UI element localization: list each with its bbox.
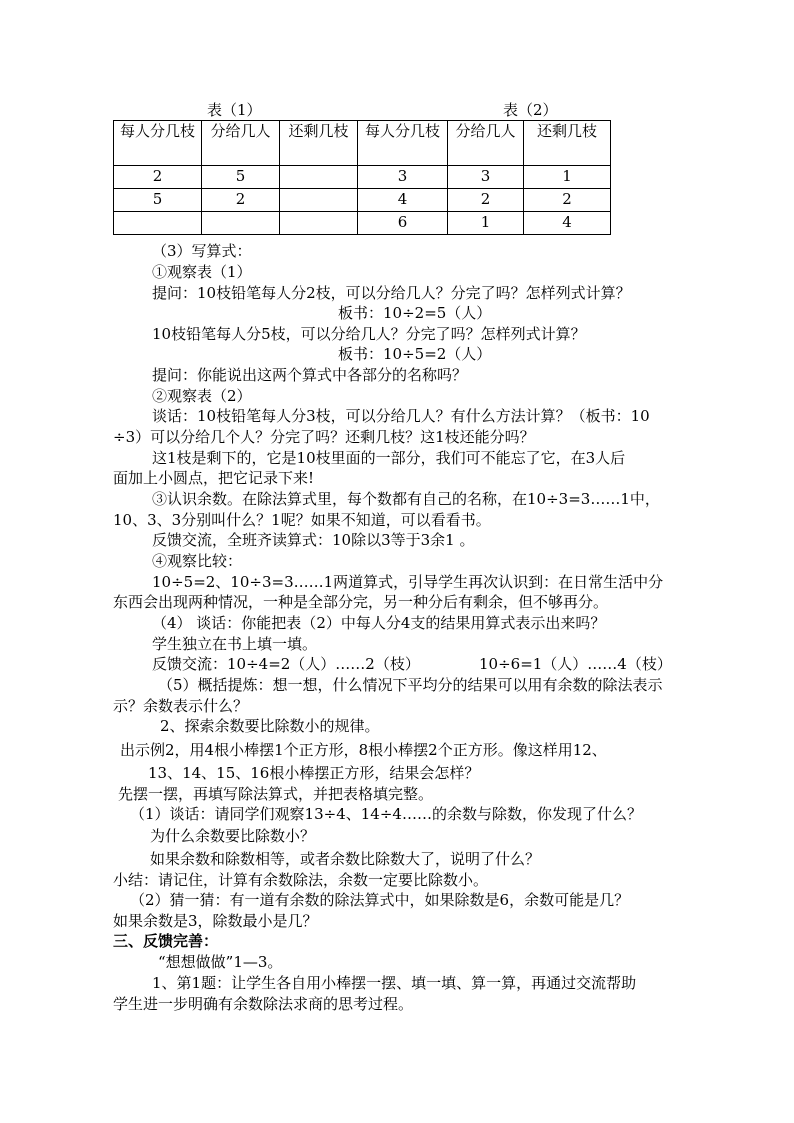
- paragraph-line: 面加上小圆点，把它记录下来!: [113, 469, 315, 487]
- paragraph-line: 谈话：10枝铅笔每人分3枝，可以分给几人？有什么方法计算？（板书：10: [152, 407, 650, 425]
- paragraph-line: ÷3）可以分给几个人？分完了吗？还剩几枝？这1枝还能分吗？: [113, 428, 535, 446]
- board-note: 板书：10÷5=2（人）: [338, 345, 492, 363]
- paragraph-line: 13、14、15、16根小棒摆正方形，结果会怎样？: [148, 764, 480, 782]
- paragraph-line: 反馈交流，全班齐读算式：10除以3等于3余1 。: [152, 531, 475, 549]
- paragraph-line: 10、3、3分别叫什么？1呢？如果不知道，可以看看书。: [113, 511, 491, 529]
- table-cell: 6: [358, 212, 448, 235]
- table-cell: 4: [358, 189, 448, 212]
- paragraph-line: 10枝铅笔每人分5枝，可以分给几人？分完了吗？怎样列式计算？: [152, 325, 586, 343]
- paragraph-line: 先摆一摆，再填写除法算式，并把表格填完整。: [118, 785, 434, 803]
- paragraph-line: （4） 谈话：你能把表（2）中每人分4支的结果用算式表示出来吗？: [152, 614, 606, 632]
- paragraph-line: 提问：你能说出这两个算式中各部分的名称吗？: [152, 366, 468, 384]
- table2-caption: 表（2）: [503, 101, 558, 119]
- table-cell: 5: [114, 189, 202, 212]
- paragraph-line: 反馈交流：10÷4=2（人）……2（枝）: [152, 655, 420, 673]
- table-cell: 3: [358, 166, 448, 189]
- paragraph-line: 东西会出现两种情况，一种是全部分完，另一种分后有剩余，但不够再分。: [113, 593, 609, 611]
- table-header-cell: 分给几人: [448, 121, 524, 166]
- table-row: [114, 212, 611, 235]
- paragraph-line: （1）谈话：请同学们观察13÷4、14÷4……的余数与除数，你发现了什么？: [130, 805, 642, 823]
- paragraph-line: ①观察表（1）: [152, 263, 252, 281]
- paragraph-line: ③认识余数。在除法算式里，每个数都有自己的名称，在10÷3=3……1中，: [152, 490, 660, 508]
- table-cell: 2: [114, 166, 202, 189]
- table-cell: [280, 212, 358, 235]
- paragraph-line: 1、第1题：让学生各自用小棒摆一摆、填一填、算一算，再通过交流帮助: [152, 974, 637, 992]
- board-note: 板书：10÷2=5（人）: [338, 304, 492, 322]
- table-cell: 5: [202, 166, 280, 189]
- paragraph-line: 学生进一步明确有余数除法求商的思考过程。: [113, 995, 414, 1013]
- table-cell: 1: [448, 212, 524, 235]
- table-cell: 2: [202, 189, 280, 212]
- table-row: [114, 166, 611, 189]
- paragraph-line: 为什么余数要比除数小？: [150, 827, 316, 845]
- table-cell: 3: [448, 166, 524, 189]
- paragraph-line: 10÷5=2、10÷3=3……1两道算式，引导学生再次认识到：在日常生活中分: [152, 573, 664, 591]
- paragraph-line: （5）概括提炼：想一想，什么情况下平均分的结果可以用有余数的除法表示: [158, 676, 663, 694]
- paragraph-line: 这1枝是剩下的，它是10枝里面的一部分，我们可不能忘了它，在3人后: [152, 449, 626, 467]
- paragraph-line: 提问：10枝铅笔每人分2枝，可以分给几人？分完了吗？怎样列式计算？: [152, 284, 631, 302]
- table-header-cell: 每人分几枝: [358, 121, 448, 166]
- table-cell: 2: [448, 189, 524, 212]
- paragraph-line: 10÷6=1（人）……4（枝）: [479, 655, 672, 673]
- division-tables: [113, 120, 611, 235]
- table-cell: [202, 212, 280, 235]
- table-header-cell: 还剩几枝: [280, 121, 358, 166]
- table-cell: [114, 212, 202, 235]
- paragraph-line: “想想做做”1—3。: [158, 953, 283, 971]
- paragraph-line: 示？余数表示什么？: [113, 697, 249, 715]
- paragraph-line: 学生独立在书上填一填。: [152, 635, 318, 653]
- table-cell: 2: [524, 189, 611, 212]
- paragraph-line: ④观察比较：: [152, 552, 243, 570]
- table-cell: [280, 189, 358, 212]
- table-header-cell: 每人分几枝: [114, 121, 202, 166]
- paragraph-line: （2）猜一猜：有一道有余数的除法算式中，如果除数是6，余数可能是几？: [130, 891, 630, 909]
- table-header-row: [114, 121, 611, 166]
- paragraph-line: ②观察表（2）: [152, 387, 252, 405]
- table-header-cell: 分给几人: [202, 121, 280, 166]
- table1-caption: 表（1）: [207, 101, 262, 119]
- paragraph-line: 出示例2，用4根小棒摆1个正方形，8根小棒摆2个正方形。像这样用12、: [120, 741, 607, 759]
- section-heading: 三、反馈完善：: [113, 932, 219, 950]
- table-cell: 4: [524, 212, 611, 235]
- paragraph-line: 如果余数是3，除数最小是几？: [113, 912, 318, 930]
- paragraph-line: 如果余数和除数相等，或者余数比除数大了，说明了什么？: [150, 850, 541, 868]
- paragraph-line: 2、探索余数要比除数小的规律。: [160, 717, 380, 735]
- section-heading: （3）写算式：: [152, 242, 252, 260]
- table-cell: [280, 166, 358, 189]
- table-header-cell: 还剩几枝: [524, 121, 611, 166]
- paragraph-line: 小结：请记住，计算有余数除法，余数一定要比除数小。: [113, 871, 489, 889]
- table-cell: 1: [524, 166, 611, 189]
- table-row: [114, 189, 611, 212]
